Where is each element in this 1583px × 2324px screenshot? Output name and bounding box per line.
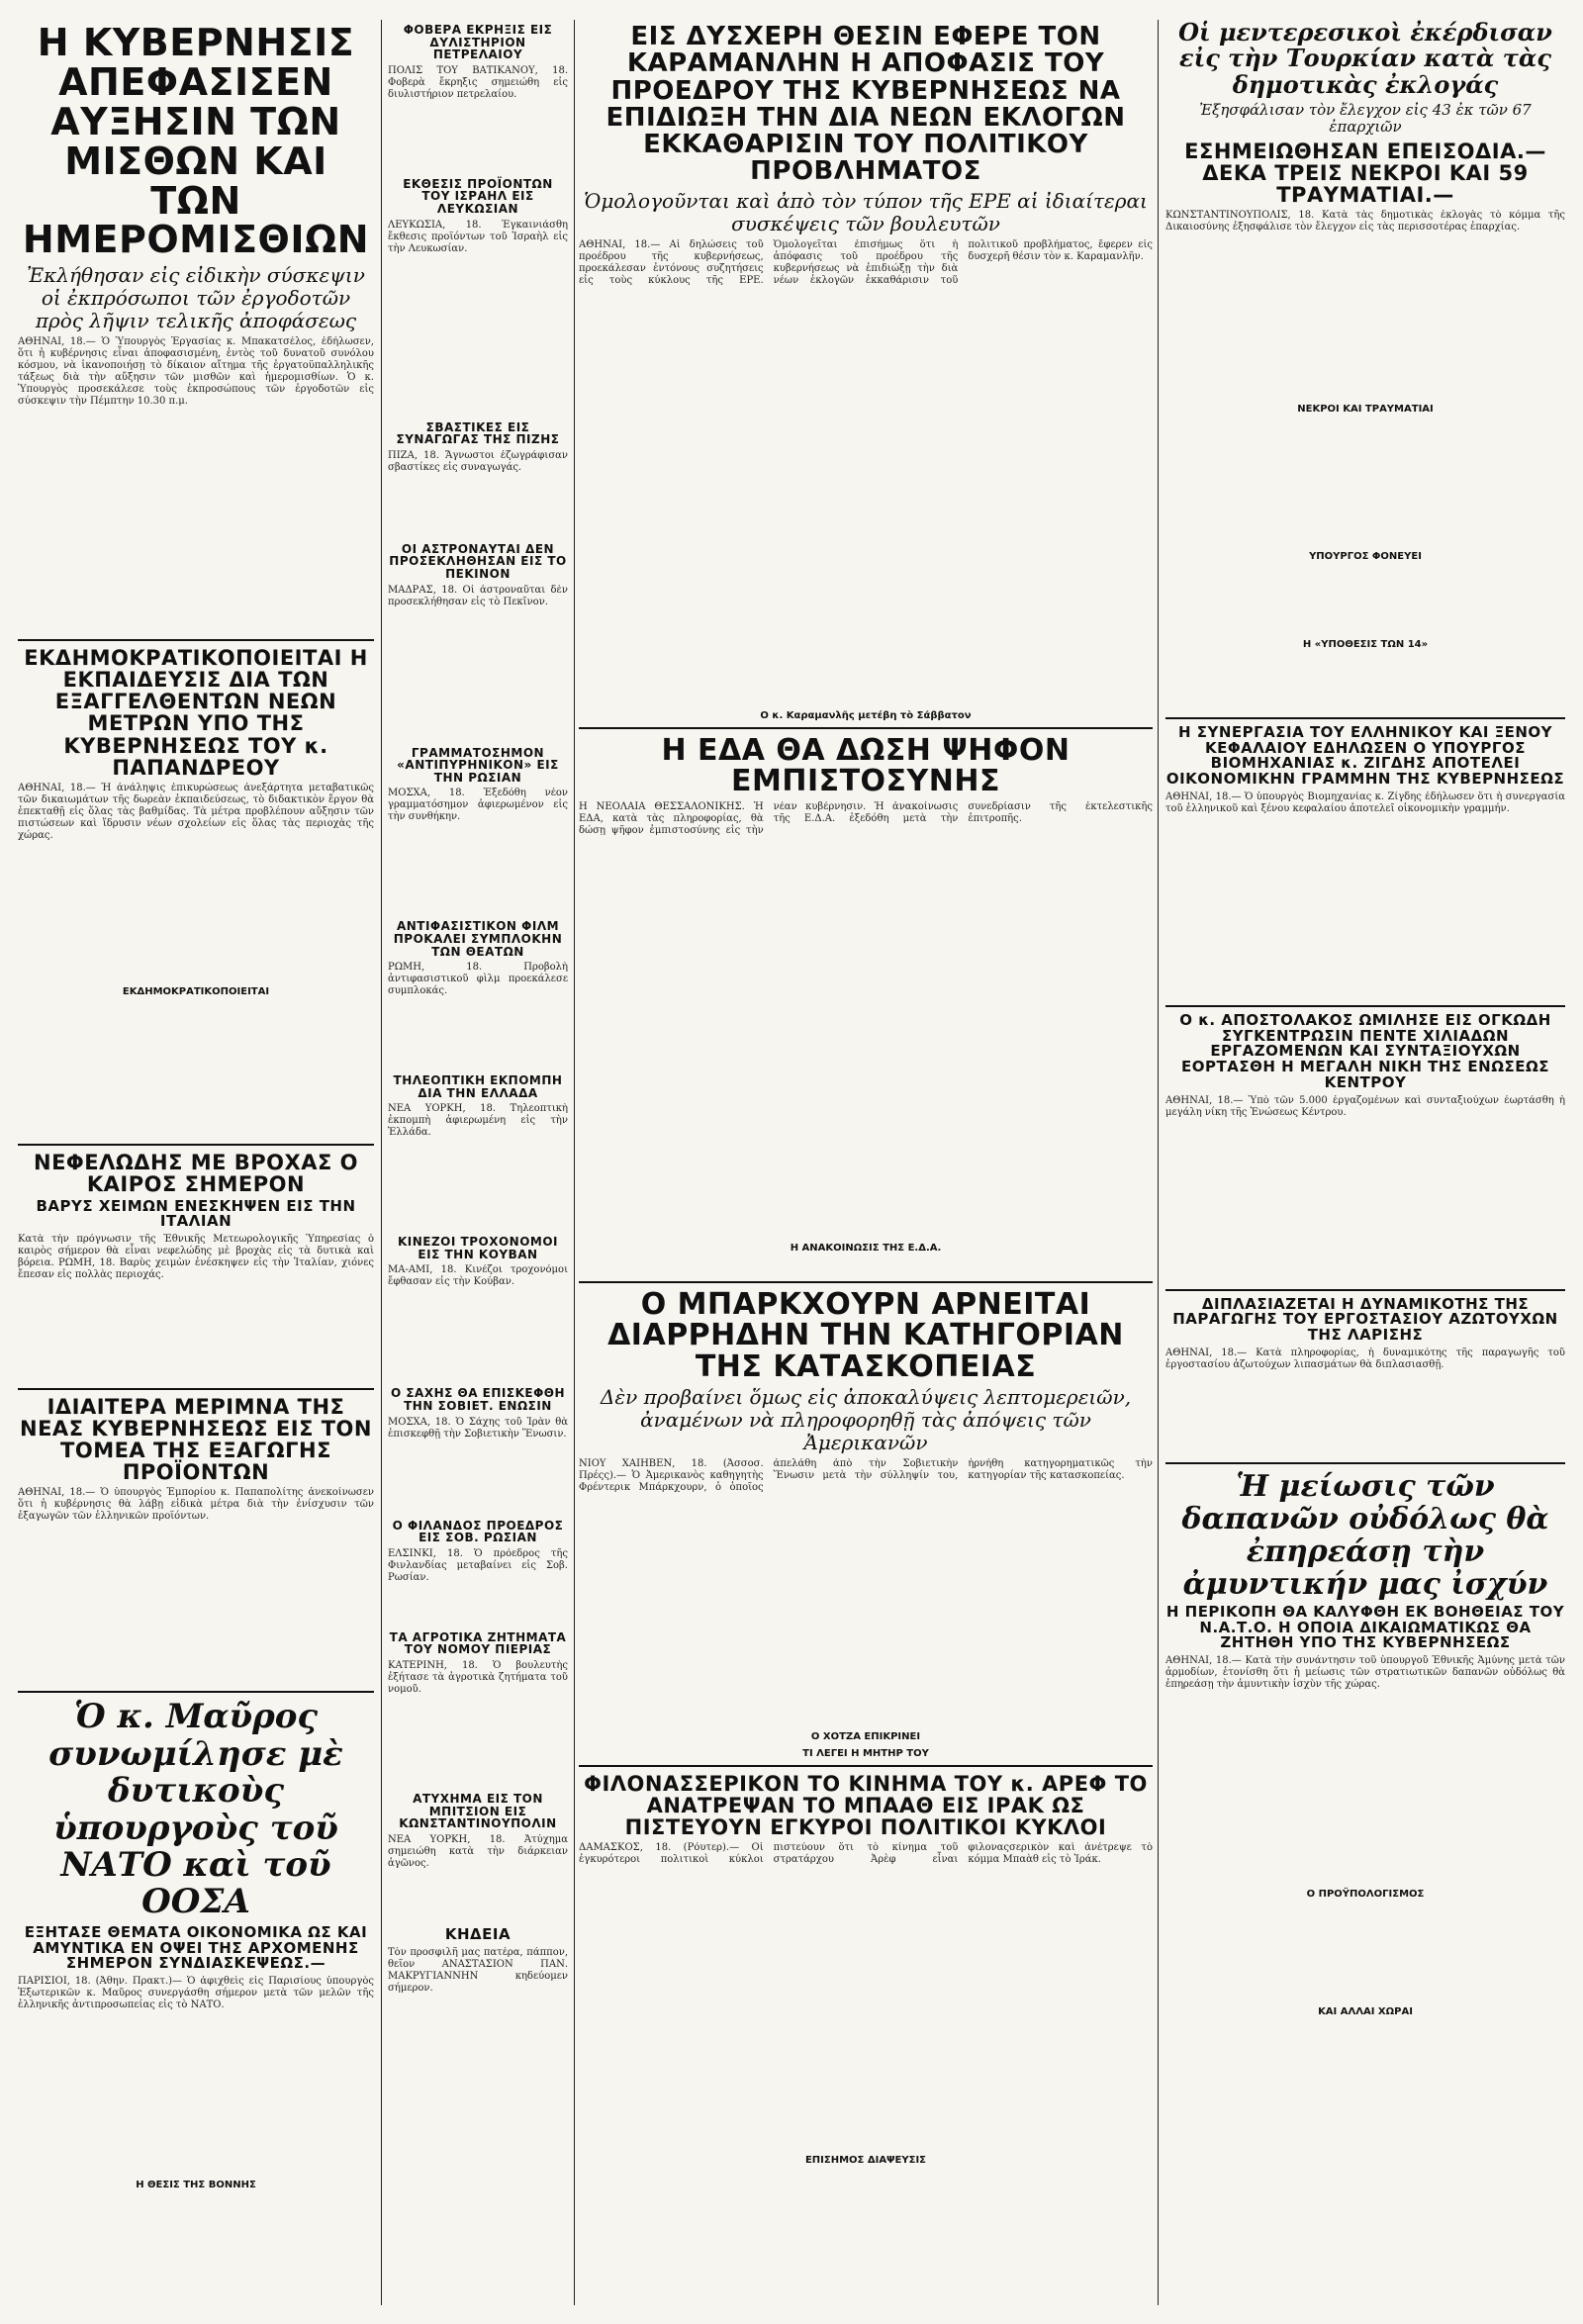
column-5 (1165, 20, 1565, 2019)
barghoorn-sub1: Ο ΧΟΤΖΑ ΕΠΙΚΡΙΝΕΙ (810, 1731, 921, 1743)
exports-body: ΑΘΗΝΑΙ, 18.— Ὁ ὑπουργὸς Ἐμπορίου κ. Παπαπολίτης ἀνεκοίνωσεν ὅτι ἡ κυβέρνησις θὰ λάβῃ εἰδικὰ μέτρα διὰ τὴν ἐνίσχυσιν τῶν ἐξαγωγῶν τῶν ἑλληνικῶν προϊόντων. (18, 1487, 374, 1523)
divider (18, 1691, 374, 1693)
larisa-headline: ΔΙΠΛΑΣΙΑΖΕΤΑΙ Η ΔΥΝΑΜΙΚΟΤΗΣ ΤΗΣ ΠΑΡΑΓΩΓΗΣ ΤΟΥ ΕΡΓΟΣΤΑΣΙΟΥ ΑΖΩΤΟΥΧΩΝ ΤΗΣ ΛΑΡΙΣΗΣ (1172, 1294, 1558, 1345)
industry-headline: Η ΣΥΝΕΡΓΑΣΙΑ ΤΟΥ ΕΛΛΗΝΙΚΟΥ ΚΑΙ ΞΕΝΟΥ ΚΕΦΑΛΑΙΟΥ ΕΔΗΛΩΣΕΝ Ο ΥΠΟΥΡΓΟΣ ΒΙΟΜΗΧΑΝΙΑΣ κ. ΖΙΓΔΗΣ ΑΠΟΤΕΛΕΙ ΟΙΚΟΝΟΜΙΚΗΝ ΓΡΑΜΜΗΝ ΤΗΣ ΚΥΒΕΡΝΗΣΕΩΣ (1165, 722, 1565, 789)
barghoorn-headline: Ο ΜΠΑΡΚΧΟΥΡΝ ΑΡΝΕΙΤΑΙ ΔΙΑΡΡΗΔΗΝ ΤΗΝ ΚΑΤΗΓΟΡΙΑΝ ΤΗΣ ΚΑΤΑΣΚΟΠΕΙΑΣ (607, 1286, 1124, 1384)
defense-subhead: Η ΠΕΡΙΚΟΠΗ ΘΑ ΚΑΛΥΦΘΗ ΕΚ ΒΟΗΘΕΙΑΣ ΤΟΥ Ν.Α.Τ.Ο. Η ΟΠΟΙΑ ΔΙΚΑΙΩΜΑΤΙΚΩΣ ΘΑ ΖΗΤΗΘΗ ΥΠΟ ΤΗΣ ΚΥΒΕΡΝΗΣΕΩΣ (1165, 1602, 1565, 1652)
turkey-body: ΚΩΝΣΤΑΝΤΙΝΟΥΠΟΛΙΣ, 18. Κατὰ τὰς δημοτικὰς ἐκλογὰς τὸ κόμμα τῆς Δικαιοσύνης ἐξησφάλισε τὸν ἔλεγχον εἰς τὰς περισσοτέρας ἐπαρχίας. (1165, 209, 1565, 232)
defense-sub2: ΚΑΙ ΑΛΛΑΙ ΧΩΡΑΙ (1318, 2006, 1413, 2018)
divider (18, 1388, 374, 1390)
turkey-sub3: Η «ΥΠΟΘΕΣΙΣ ΤΩΝ 14» (1302, 638, 1429, 650)
brief-body: ΜΟΣΧΑ, 18. Ὁ Σάχης τοῦ Ἰρὰν θὰ ἐπισκεφθῇ τὴν Σοβιετικὴν Ἕνωσιν. (388, 1416, 568, 1440)
column-rule (1158, 20, 1159, 2305)
education-headline: ΕΚΔΗΜΟΚΡΑΤΙΚΟΠΟΙΕΙΤΑΙ Η ΕΚΠΑΙΔΕΥΣΙΣ ΔΙΑ ΤΩΝ ΕΞΑΓΓΕΛΘΕΝΤΩΝ ΝΕΩΝ ΜΕΤΡΩΝ ΥΠΟ ΤΗΣ ΚΥΒΕΡΝΗΣΕΩΣ ΤΟΥ κ. ΠΑΠΑΝΔΡΕΟΥ (24, 646, 368, 780)
turkey-deck: ΕΣΗΜΕΙΩΘΗΣΑΝ ΕΠΕΙΣΟΔΙΑ.— ΔΕΚΑ ΤΡΕΙΣ ΝΕΚΡΟΙ ΚΑΙ 59 ΤΡΑΥΜΑΤΙΑΙ.— (1184, 139, 1546, 207)
turkey-headline: Οἱ μεντερεσικοὶ ἐκέρδισαν εἰς τὴν Τουρκίαν κατὰ τὰς δημοτικὰς ἐκλογάς (1178, 18, 1552, 99)
brief-headline: ΑΝΤΙΦΑΣΙΣΤΙΚΟΝ ΦΙΛΜ ΠΡΟΚΑΛΕΙ ΣΥΜΠΛΟΚΗΝ ΤΩΝ ΘΕΑΤΩΝ (393, 919, 563, 959)
lead-headline: Η ΚΥΒΕΡΝΗΣΙΣ ΑΠΕΦΑΣΙΣΕΝ ΑΥΞΗΣΙΝ ΤΩΝ ΜΙΣΘΩΝ ΚΑΙ ΤΩΝ ΗΜΕΡΟΜΙΣΘΙΩΝ (22, 21, 370, 262)
apostolakos-headline: Ο κ. ΑΠΟΣΤΟΛΑΚΟΣ ΩΜΙΛΗΣΕ ΕΙΣ ΟΓΚΩΔΗ ΣΥΓΚΕΝΤΡΩΣΙΝ ΠΕΝΤΕ ΧΙΛΙΑΔΩΝ ΕΡΓΑΖΟΜΕΝΩΝ ΚΑΙ ΣΥΝΤΑΞΙΟΥΧΩΝ ΕΟΡΤΑΣΘΗ Η ΜΕΓΑΛΗ ΝΙΚΗ ΤΗΣ ΕΝΩΣΕΩΣ ΚΕΝΤΡΟΥ (1179, 1010, 1551, 1091)
brief-body: ΜΑ-ΑΜΙ, 18. Κινέζοι τροχονόμοι ἔφθασαν εἰς τὴν Κούβαν. (388, 1264, 568, 1288)
banner-headline: ΕΙΣ ΔΥΣΧΕΡΗ ΘΕΣΙΝ ΕΦΕΡΕ ΤΟΝ ΚΑΡΑΜΑΝΛΗΝ Η ΑΠΟΦΑΣΙΣ ΤΟΥ ΠΡΟΕΔΡΟΥ ΤΗΣ ΚΥΒΕΡΝΗΣΕΩΣ ΝΑ ΕΠΙΔΙΩΞΗ ΤΗΝ ΔΙΑ ΝΕΩΝ ΕΚΛΟΓΩΝ ΕΚΚΑΘΑΡΙΣΙΝ ΤΟΥ ΠΟΛΙΤΙΚΟΥ ΠΡΟΒΛΗΜΑΤΟΣ (605, 22, 1126, 187)
brief-headline: ΤΗΛΕΟΠΤΙΚΗ ΕΚΠΟΜΠΗ ΔΙΑ ΤΗΝ ΕΛΛΑΔΑ (393, 1073, 563, 1100)
brief-headline: ΦΟΒΕΡΑ ΕΚΡΗΞΙΣ ΕΙΣ ΔΥΛΙΣΤΗΡΙΟΝ ΠΕΤΡΕΛΑΙΟΥ (403, 23, 553, 62)
apostolakos-body: ΑΘΗΝΑΙ, 18.— Ὑπὸ τῶν 5.000 ἐργαζομένων καὶ συνταξιούχων ἐωρτάσθη ἡ μεγάλη νίκη τῆς Ἑνώσεως Κέντρου. (1165, 1094, 1565, 1118)
brief-headline: ΚΙΝΕΖΟΙ ΤΡΟΧΟΝΟΜΟΙ ΕΙΣ ΤΗΝ ΚΟΥΒΑΝ (397, 1235, 559, 1261)
divider (18, 1144, 374, 1146)
aref-sub: ΕΠΙΣΗΜΟΣ ΔΙΑΨΕΥΣΙΣ (804, 2155, 927, 2167)
brief-body: ΝΕΑ ΥΟΡΚΗ, 18. Τηλεοπτικὴ ἐκπομπὴ ἀφιερωμένη εἰς τὴν Ἑλλάδα. (388, 1103, 568, 1139)
barghoorn-body: ΝΙΟΥ ΧΑΙΗΒΕΝ, 18. (Ἀσσοσ. Πρέςς).— Ὁ Ἀμερικανὸς καθηγητὴς Φρέντερικ Μπάρκχουρν, ὁ ὁποῖος ἀπελάθη ἀπὸ τὴν Σοβιετικὴν Ἕνωσιν μετὰ τὴν σύλληψίν του, ἠρνήθη κατηγορηματικῶς τὴν κατηγορίαν τῆς κατασκοπείας. (579, 1458, 1153, 1494)
column-1 (18, 20, 374, 2192)
brief-headline: ΣΒΑΣΤΙΚΕΣ ΕΙΣ ΣΥΝΑΓΩΓΑΣ ΤΗΣ ΠΙΖΗΣ (396, 419, 560, 447)
larisa-body: ΑΘΗΝΑΙ, 18.— Κατὰ πληροφορίας, ἡ δυναμικότης τῆς παραγωγῆς τοῦ ἐργοστασίου ἀζωτούχων λιπασμάτων θὰ διπλασιασθῇ. (1165, 1347, 1565, 1370)
defense-headline: Ἡ μείωσις τῶν δαπανῶν οὐδόλως θὰ ἐπηρεάσῃ τὴν ἀμυντικήν μας ἰσχύν (1181, 1468, 1549, 1602)
brief-headline: Ο ΣΑΧΗΣ ΘΑ ΕΠΙΣΚΕΦΘΗ ΤΗΝ ΣΟΒΙΕΤ. ΕΝΩΣΙΝ (390, 1386, 566, 1414)
center-banner (579, 20, 1153, 2168)
defense-body: ΑΘΗΝΑΙ, 18.— Κατὰ τὴν συνάντησιν τοῦ ὑπουργοῦ Ἐθνικῆς Ἀμύνης μετὰ τῶν ἀρμοδίων, ἐτονίσθη ὅτι ἡ μείωσις τῶν στρατιωτικῶν δαπανῶν οὐδόλως θὰ ἐπηρεάσῃ τὴν ἀμυντικὴν ἰσχὺν τῆς χώρας. (1165, 1655, 1565, 1691)
funeral-body: Τὸν προσφιλῆ μας πατέρα, πάππον, θεῖον ΑΝΑΣΤΑΣΙΟΝ ΠΑΝ. ΜΑΚΡΥΓΙΑΝΝΗΝ κηδεύομεν σήμερον. (388, 1946, 568, 1994)
brief-headline: Ο ΦΙΛΑΝΔΟΣ ΠΡΟΕΔΡΟΣ ΕΙΣ ΣΟΒ. ΡΩΣΙΑΝ (392, 1518, 564, 1545)
mavros-headline: Ὁ κ. Μαῦρος συνωμίλησε μὲ δυτικοὺς ὑπουργοὺς τοῦ ΝΑΤΟ καὶ τοῦ ΟΟΣΑ (48, 1697, 343, 1922)
turkey-sub2: ΥΠΟΥΡΓΟΣ ΦΟΝΕΥΕΙ (1309, 550, 1422, 562)
column-rule (574, 20, 575, 2305)
industry-body: ΑΘΗΝΑΙ, 18.— Ὁ ὑπουργὸς Βιομηχανίας κ. Ζίγδης ἐδήλωσεν ὅτι ἡ συνεργασία τοῦ ἑλληνικοῦ καὶ ξένου κεφαλαίου ἀποτελεῖ οἰκονομικὴν γραμμήν. (1165, 790, 1565, 814)
weather-headline: ΝΕΦΕΛΩΔΗΣ ΜΕ ΒΡΟΧΑΣ Ο ΚΑΙΡΟΣ ΣΗΜΕΡΟΝ (34, 1150, 358, 1196)
barghoorn-sub2: ΤΙ ΛΕΓΕΙ Η ΜΗΤΗΡ ΤΟΥ (802, 1748, 929, 1760)
defense-sub1: Ο ΠΡΟΫΠΟΛΟΓΙΣΜΟΣ (1306, 1889, 1425, 1901)
divider (579, 1281, 1153, 1283)
eda-sub: Η ΑΝΑΚΟΙΝΩΣΙΣ ΤΗΣ Ε.Δ.Α. (790, 1242, 942, 1254)
barghoorn-subhead: Δὲν προβαίνει ὅμως εἰς ἀποκαλύψεις λεπτομερειῶν, ἀναμένων νὰ πληροφορηθῇ τὰς ἀπόψεις τῶν Ἀμερικανῶν (600, 1385, 1132, 1455)
brief-body: ΠΙΖΑ, 18. Ἄγνωστοι ἐζωγράφισαν σβαστίκες εἰς συναγωγάς. (388, 449, 568, 473)
divider (1165, 717, 1565, 719)
eda-headline: Η ΕΔΑ ΘΑ ΔΩΣΗ ΨΗΦΟΝ ΕΜΠΙΣΤΟΣΥΝΗΣ (661, 732, 1071, 799)
brief-body: ΜΑΔΡΑΣ, 18. Οἱ ἀστροναῦται δὲν προσεκλήθησαν εἰς τὸ Πεκῖνον. (388, 584, 568, 607)
brief-body: ΕΛΣΙΝΚΙ, 18. Ὁ πρόεδρος τῆς Φινλανδίας μεταβαίνει εἰς Σοβ. Ρωσίαν. (388, 1547, 568, 1583)
brief-headline: ΟΙ ΑΣΤΡΟΝΑΥΤΑΙ ΔΕΝ ΠΡΟΣΕΚΛΗΘΗΣΑΝ ΕΙΣ ΤΟ ΠΕΚΙΝΟΝ (389, 541, 567, 581)
lead-body: ΑΘΗΝΑΙ, 18.— Ὁ Ὑπουργὸς Ἐργασίας κ. Μπακατσέλος, ἐδήλωσεν, ὅτι ἡ κυβέρνησις εἶναι ἀποφασισμένη, ἐντὸς τοῦ δυνατοῦ συνόλου κόσμου, νὰ ἱκανοποιήσῃ τὸ δίκαιον αἴτημα τῆς ἐργατοϋπαλληλικῆς τάξεως διὰ τὴν αὔξησιν τῶν μισθῶν καὶ ἡμερομισθίων. Ὁ κ. Ὑπουργὸς προσεκάλεσε τοὺς ἐκπροσώπους τῶν ἐργοδοτῶν εἰς σύσκεψιν τὴν Πέμπτην 10.30 π.μ. (18, 336, 374, 408)
brief-headline: ΑΤΥΧΗΜΑ ΕΙΣ ΤΟΝ ΜΠΙΤΣΙΟΝ ΕΙΣ ΚΩΝΣΤΑΝΤΙΝΟΥΠΟΛΙΝ (399, 1792, 557, 1831)
turkey-sub1: ΝΕΚΡΟΙ ΚΑΙ ΤΡΑΥΜΑΤΙΑΙ (1297, 403, 1434, 415)
brief-headline: ΤΑ ΑΓΡΟΤΙΚΑ ΖΗΤΗΜΑΤΑ ΤΟΥ ΝΟΜΟΥ ΠΙΕΡΙΑΣ (389, 1629, 567, 1657)
brief-headline: ΓΡΑΜΜΑΤΟΣΗΜΟΝ «ΑΝΤΙΠΥΡΗΝΙΚΟΝ» ΕΙΣ ΤΗΝ ΡΩΣΙΑΝ (397, 745, 559, 785)
lead-subhead: Ἐκλήθησαν εἰς εἰδικὴν σύσκεψιν οἱ ἐκπρόσωποι τῶν ἐργοδοτῶν πρὸς λῆψιν τελικῆς ἀποφάσεως (27, 263, 365, 333)
divider (579, 727, 1153, 729)
brief-body: ΚΑΤΕΡΙΝΗ, 18. Ὁ βουλευτὴς ἐξήτασε τὰ ἀγροτικὰ ζητήματα τοῦ νομοῦ. (388, 1660, 568, 1696)
brief-headline: ΕΚΘΕΣΙΣ ΠΡΟΪΟΝΤΩΝ ΤΟΥ ΙΣΡΑΗΛ ΕΙΣ ΛΕΥΚΩΣΙΑΝ (403, 176, 553, 216)
turkey-subhead: Ἐξησφάλισαν τὸν ἔλεγχον εἰς 43 ἐκ τῶν 67 ἐπαρχιῶν (1199, 101, 1532, 137)
column-2 (388, 20, 568, 2040)
aref-headline: ΦΙΛΟΝΑΣΣΕΡΙΚΟΝ ΤΟ ΚΙΝΗΜΑ ΤΟΥ κ. ΑΡΕΦ ΤΟ ΑΝΑΤΡΕΨΑΝ ΤΟ ΜΠΑΑΘ ΕΙΣ ΙΡΑΚ ΩΣ ΠΙΣΤΕΥΟΥΝ ΕΓΚΥΡΟΙ ΠΟΛΙΤΙΚΟΙ ΚΥΚΛΟΙ (584, 1772, 1148, 1840)
aref-body: ΔΑΜΑΣΚΟΣ, 18. (Ρόυτερ).— Οἱ ἐγκυρότεροι πολιτικοὶ κύκλοι πιστεύουν ὅτι τὸ κίνημα τοῦ στρατάρχου Ἀρὲφ εἶναι φιλοναςσερικὸν καὶ ἀνέτρεψε τὸ κόμμα Μπαὰθ εἰς τὸ Ἰράκ. (579, 1842, 1153, 1866)
divider (1165, 1289, 1565, 1291)
divider (1165, 1005, 1565, 1007)
mavros-dateline-head: Η ΘΕΣΙΣ ΤΗΣ ΒΟΝΝΗΣ (136, 2180, 256, 2190)
funeral-headline: ΚΗΔΕΙΑ (444, 1924, 512, 1943)
divider (1165, 1462, 1565, 1464)
mavros-subhead: ΕΞΗΤΑΣΕ ΘΕΜΑΤΑ ΟΙΚΟΝΟΜΙΚΑ ΩΣ ΚΑΙ ΑΜΥΝΤΙΚΑ ΕΝ ΟΨΕΙ ΤΗΣ ΑΡΧΟΜΕΝΗΣ ΣΗΜΕΡΟΝ ΣΥΝΔΙΑΣΚΕΨΕΩΣ.— (24, 1922, 368, 1973)
divider (579, 1765, 1153, 1767)
brief-body: ΛΕΥΚΩΣΙΑ, 18. Ἐγκαινιάσθη ἔκθεσις προϊόντων τοῦ Ἰσραὴλ εἰς τὴν Λευκωσίαν. (388, 219, 568, 254)
weather-subhead: ΒΑΡΥΣ ΧΕΙΜΩΝ ΕΝΕΣΚΗΨΕΝ ΕΙΣ ΤΗΝ ΙΤΑΛΙΑΝ (36, 1196, 356, 1231)
column-rule (381, 20, 382, 2305)
exports-headline: ΙΔΙΑΙΤΕΡΑ ΜΕΡΙΜΝΑ ΤΗΣ ΝΕΑΣ ΚΥΒΕΡΝΗΣΕΩΣ ΕΙΣ ΤΟΝ ΤΟΜΕΑ ΤΗΣ ΕΞΑΓΩΓΗΣ ΠΡΟΪΟΝΤΩΝ (20, 1395, 372, 1485)
eda-body: Η ΝΕΟΛΑΙΑ ΘΕΣΣΑΛΟΝΙΚΗΣ. Ἡ ΕΔΑ, κατὰ τὰς πληροφορίας, θὰ δώσῃ ψῆφον ἐμπιστοσύνης εἰς τὴν νέαν κυβέρνησιν. Ἡ ἀνακοίνωσις τῆς Ε.Δ.Α. ἐξεδόθη μετὰ τὴν συνεδρίασιν τῆς ἐκτελεστικῆς ἐπιτροπῆς. (579, 800, 1153, 836)
banner-body: ΑΘΗΝΑΙ, 18.— Αἱ δηλώσεις τοῦ προέδρου τῆς κυβερνήσεως, προεκάλεσαν ἐντόνους συζητήσεις εἰς τοὺς κύκλους τῆς ΕΡΕ. Ὁμολογεῖται ἐπισήμως ὅτι ἡ ἀπόφασις τοῦ προέδρου τῆς κυβερνήσεως νὰ ἐπιδιώξῃ τὴν διὰ νέων ἐκλογῶν ἐκκαθάρισιν τοῦ πολιτικοῦ προβλήματος, ἔφερεν εἰς δυσχερῆ θέσιν τὸν κ. Καραμανλῆν. (579, 238, 1153, 286)
divider (18, 639, 374, 641)
banner-sig: Ο κ. Καραμανλῆς μετέβη τὸ Σάββατον (760, 709, 972, 721)
brief-body: ΜΟΣΧΑ, 18. Ἐξεδόθη νέον γραμματόσημον ἀφιερωμένον εἰς τὴν συνθήκην. (388, 788, 568, 823)
weather-body: Κατὰ τὴν πρόγνωσιν τῆς Ἐθνικῆς Μετεωρολογικῆς Ὑπηρεσίας ὁ καιρὸς σήμερον θὰ εἶναι νεφελώδης μὲ βροχὰς εἰς τὰ δυτικὰ καὶ βόρεια. ΡΩΜΗ, 18. Βαρὺς χειμὼν ἐνέσκηψεν εἰς τὴν Ἰταλίαν, χιόνες ἔπεσαν εἰς πολλὰς περιοχάς. (18, 1234, 374, 1281)
education-body: ΑΘΗΝΑΙ, 18.— Ἡ ἀνάληψις ἐπικυρώσεως ἀνεξάρτητα μεταβατικῶς τῶν δικαιωμάτων τῆς δωρεὰν ἐκπαιδεύσεως, τὸ διδακτικὸν ἔργον θὰ ἐπεκταθῇ εἰς ὅλας τὰς βαθμίδας. Τὰ μέτρα προβλέπουν αὔξησιν τῶν πιστώσεων καὶ ἵδρυσιν νέων σχολείων εἰς ὅλας τὰς περιοχὰς τῆς χώρας. (18, 782, 374, 841)
education-subsection: ΕΚΔΗΜΟΚΡΑΤΙΚΟΠΟΙΕΙΤΑΙ (122, 985, 270, 997)
mavros-body: ΠΑΡΙΣΙΟΙ, 18. (Ἀθην. Πρακτ.)— Ὁ ἀφιχθεὶς εἰς Παρισίους ὑπουργὸς Ἐξωτερικῶν κ. Μαῦρος συνεργάσθη σήμερον μετὰ τῶν μελῶν τῆς ἑλληνικῆς ἀντιπροσωπείας εἰς τὸ ΝΑΤΟ. (18, 1976, 374, 2010)
brief-body: ΡΩΜΗ, 18. Προβολὴ ἀντιφασιστικοῦ φὶλμ προεκάλεσε συμπλοκάς. (388, 962, 568, 997)
brief-body: ΝΕΑ ΥΟΡΚΗ, 18. Ἀτύχημα σημειώθη κατὰ τὴν διάρκειαν ἀγῶνος. (388, 1833, 568, 1869)
banner-subhead: Ὁμολογοῦνται καὶ ἀπὸ τὸν τύπον τῆς ΕΡΕ αἱ ἰδιαίτεραι συσκέψεις τῶν βουλευτῶν (584, 188, 1148, 235)
brief-body: ΠΟΛΙΣ ΤΟΥ ΒΑΤΙΚΑΝΟΥ, 18. Φοβερὰ ἔκρηξις σημειώθη εἰς διυλιστήριον πετρελαίου. (388, 64, 568, 100)
